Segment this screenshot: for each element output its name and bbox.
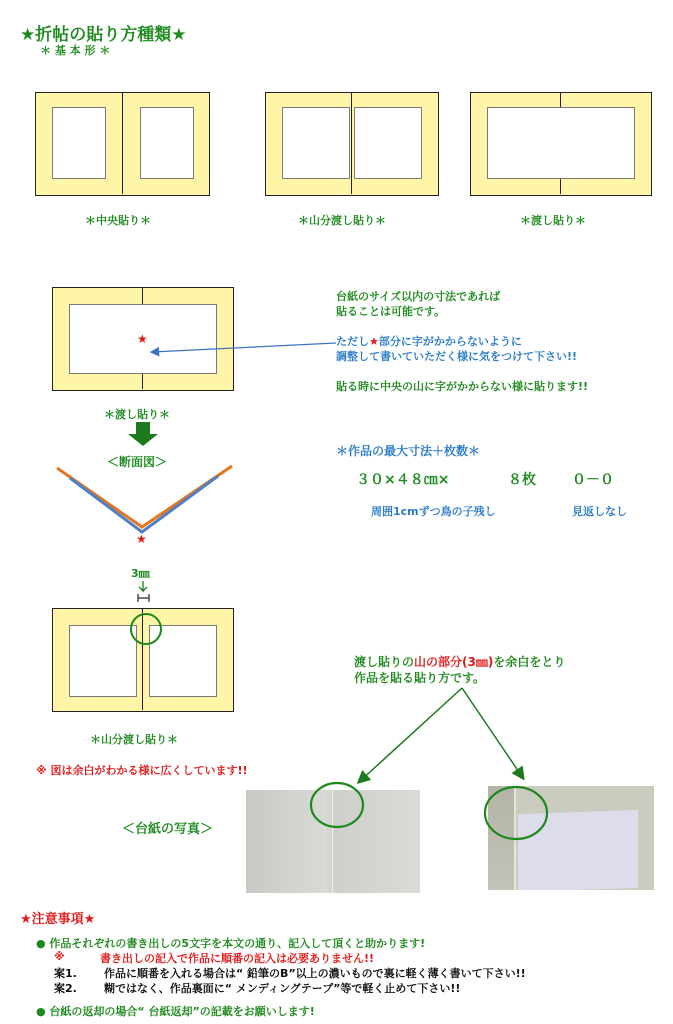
watashi-label-top: ＊渡し貼り＊ xyxy=(520,214,586,227)
max-size-code: ０－０ xyxy=(572,472,614,488)
note-center: 貼る時に中央の山に字がかからない様に貼ります!! xyxy=(336,380,589,393)
note-star-prefix: ただし xyxy=(336,335,369,348)
watashi-label: ＊渡し貼り＊ xyxy=(104,408,170,421)
mikaeshi-note: 見返しなし xyxy=(572,505,627,518)
notes-title: ★注意事項★ xyxy=(20,912,96,927)
note-size-2: 貼ることは可能です。 xyxy=(336,305,446,318)
note-2: ● 台紙の返却の場合“ 台紙返却”の記載をお願いします! xyxy=(36,1005,315,1018)
max-size-title: ＊作品の最大寸法＋枚数＊ xyxy=(336,444,481,458)
alt-1-label: 案1. xyxy=(54,967,77,980)
desc-part-a: 渡し貼りの xyxy=(354,655,415,669)
desc-part-b: を余白をとり xyxy=(493,655,566,669)
max-size-dims: ３０×４８㎝× xyxy=(356,472,450,488)
yamawake-label-top: ＊山分渡し貼り＊ xyxy=(298,214,386,227)
page-subtitle: ＊ 基 本 形 ＊ xyxy=(40,44,111,57)
figure-note: ※ 図は余白がわかる様に広くしています!! xyxy=(36,764,248,777)
desc-part-red: 山の部分(3㎜) xyxy=(414,655,494,669)
alt-2-label: 案2. xyxy=(54,982,77,995)
note-1-warn: 書き出しの記入で作品に順番の記入は必要ありません!! xyxy=(100,952,375,965)
chuo-bari-label: ＊中央貼り＊ xyxy=(85,214,151,227)
mm-label: 3㎜ xyxy=(131,567,150,580)
photo-label: ＜台紙の写真＞ xyxy=(122,822,214,837)
yamawake-label: ＊山分渡し貼り＊ xyxy=(90,733,178,746)
cross-section-star: ★ xyxy=(136,532,147,546)
note-star-mark: ★ xyxy=(369,335,379,348)
max-size-count: ８枚 xyxy=(508,472,536,488)
note-star-2: 調整して書いていただく様に気をつけて下さい!! xyxy=(336,350,578,363)
alt-1: 作品に順番を入れる場合は“ 鉛筆のB”以上の濃いもので裏に軽く薄く書いて下さい!! xyxy=(104,967,526,980)
section-view-label: ＜断面図＞ xyxy=(107,455,168,469)
yamawake-desc-2: 作品を貼る貼り方です。 xyxy=(354,671,486,685)
note-1: ● 作品それぞれの書き出しの5文字を本文の通り、記入して頂くと助かります! xyxy=(36,937,426,950)
note-size-1: 台紙のサイズ以内の寸法であれば xyxy=(336,290,501,303)
alt-2: 糊ではなく、作品裏面に“ メンディングテープ”等で軽く止めて下さい!! xyxy=(104,982,461,995)
photo-right-highlight xyxy=(485,787,547,839)
note-1-warn-mark: ※ xyxy=(54,950,65,963)
page-title: ★折帖の貼り方種類★ xyxy=(20,25,187,45)
margin-note: 周囲1cmずつ鳥の子残し xyxy=(371,505,496,518)
note-star-rest: 部分に字がかからないように xyxy=(378,335,522,348)
star-marker: ★ xyxy=(137,332,148,346)
